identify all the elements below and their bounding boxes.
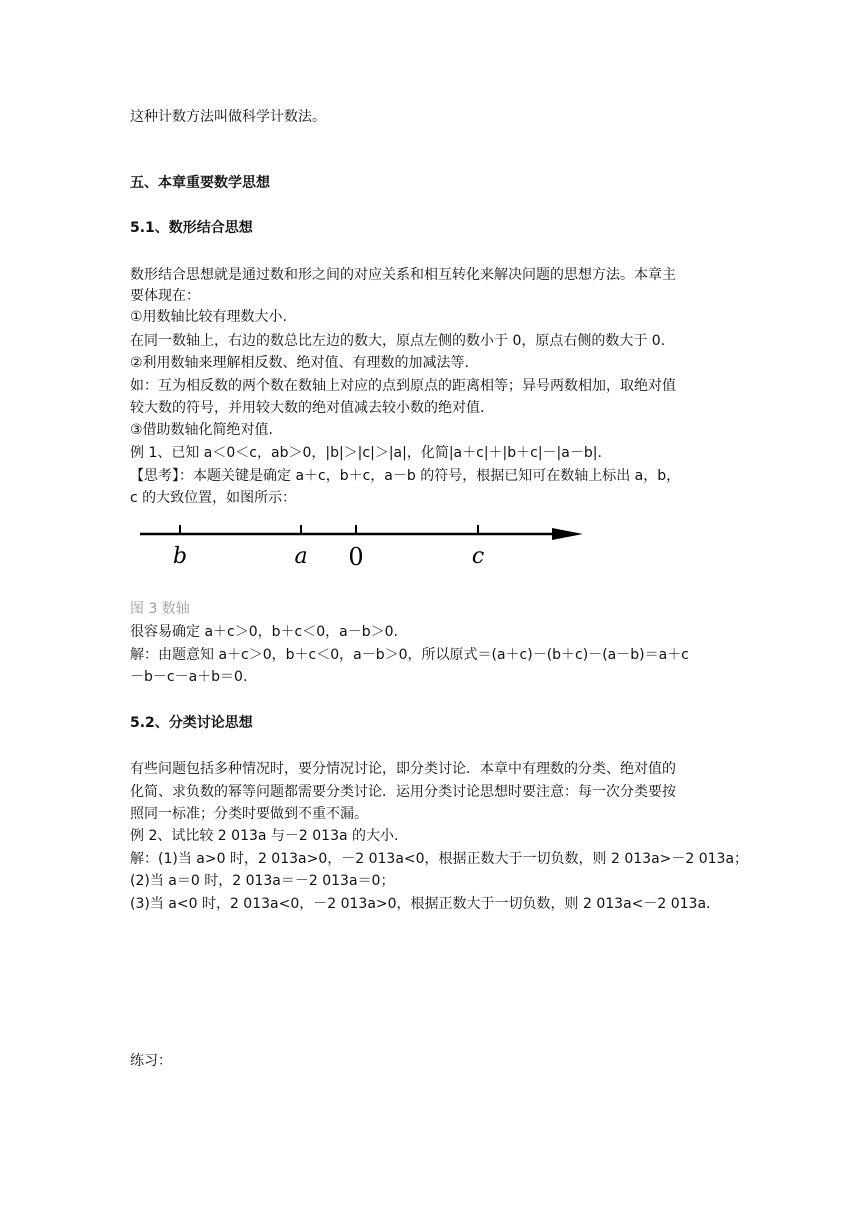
- s51-point-1: ①用数轴比较有理数大小.: [130, 309, 288, 325]
- figure-caption: 图 3 数轴: [130, 601, 190, 617]
- s51-paragraph-line: 如：互为相反数的两个数在数轴上对应的点到原点的距离相等；异号两数相加，取绝对值: [130, 378, 676, 394]
- solution-line: －b－c－a＋b＝0.: [130, 669, 248, 685]
- s52-paragraph-line: 化简、求负数的幂等问题都需要分类讨论．运用分类讨论思想时要注意：每一次分类要按: [130, 784, 676, 800]
- s51-paragraph-line: 要体现在：: [130, 288, 200, 304]
- solution-case-3: (3)当 a<0 时，2 013a<0，－2 013a>0，根据正数大于一切负数，则 2 013a<－2 013a.: [130, 896, 711, 912]
- number-line-figure: [140, 518, 590, 578]
- s52-paragraph-line: 有些问题包括多种情况时，要分情况讨论，即分类讨论．本章中有理数的分类、绝对值的: [130, 761, 676, 777]
- s51-paragraph-line: 较大数的符号，并用较大数的绝对值减去较小数的绝对值.: [130, 400, 485, 416]
- label-c: c: [471, 544, 485, 569]
- practice-label: 练习：: [130, 1053, 172, 1069]
- thinking-line: c 的大致位置，如图所示：: [130, 490, 297, 506]
- s51-paragraph-line: 数形结合思想就是通过数和形之间的对应关系和相互转化来解决问题的思想方法。本章主: [130, 267, 676, 283]
- s51-point-3: ③借助数轴化简绝对值.: [130, 422, 274, 438]
- section-5-2-heading: 5.2、分类讨论思想: [130, 715, 253, 731]
- intro-line: 这种计数方法叫做科学计数法。: [130, 109, 326, 125]
- label-b: b: [172, 544, 188, 569]
- s51-paragraph-line: 在同一数轴上，右边的数总比左边的数大，原点左侧的数小于 0，原点右侧的数大于 0.: [130, 333, 666, 349]
- example-2: 例 2、试比较 2 013a 与－2 013a 的大小.: [130, 828, 399, 844]
- solution-case-1: 解：(1)当 a>0 时，2 013a>0，－2 013a<0，根据正数大于一切负数，则 2 013a>－2 013a；: [130, 851, 749, 867]
- section-5-1-heading: 5.1、数形结合思想: [130, 220, 253, 236]
- example-1: 例 1、已知 a＜0＜c，ab＞0，|b|＞|c|＞|a|，化简|a＋c|＋|b＋c|－|a－b|.: [130, 445, 602, 461]
- s51-conclusion: 很容易确定 a＋c＞0，b＋c＜0，a－b＞0.: [130, 624, 398, 640]
- section-5-heading: 五、本章重要数学思想: [130, 175, 270, 191]
- s52-paragraph-line: 照同一标准；分类时要做到不重不漏。: [130, 806, 368, 822]
- solution-line: 解：由题意知 a＋c＞0，b＋c＜0，a－b＞0，所以原式＝(a＋c)－(b＋c)－(a－b)＝a＋c: [130, 647, 689, 663]
- thinking-line: 【思考】：本题关键是确定 a＋c，b＋c，a－b 的符号，根据已知可在数轴上标出 a，b，: [130, 468, 681, 484]
- s51-point-2: ②利用数轴来理解相反数、绝对值、有理数的加减法等.: [130, 355, 469, 371]
- arrow-head-icon: [552, 528, 583, 540]
- label-a: a: [294, 544, 308, 569]
- solution-case-2: (2)当 a＝0 时，2 013a＝－2 013a＝0；: [130, 873, 395, 889]
- label-zero: 0: [348, 543, 364, 571]
